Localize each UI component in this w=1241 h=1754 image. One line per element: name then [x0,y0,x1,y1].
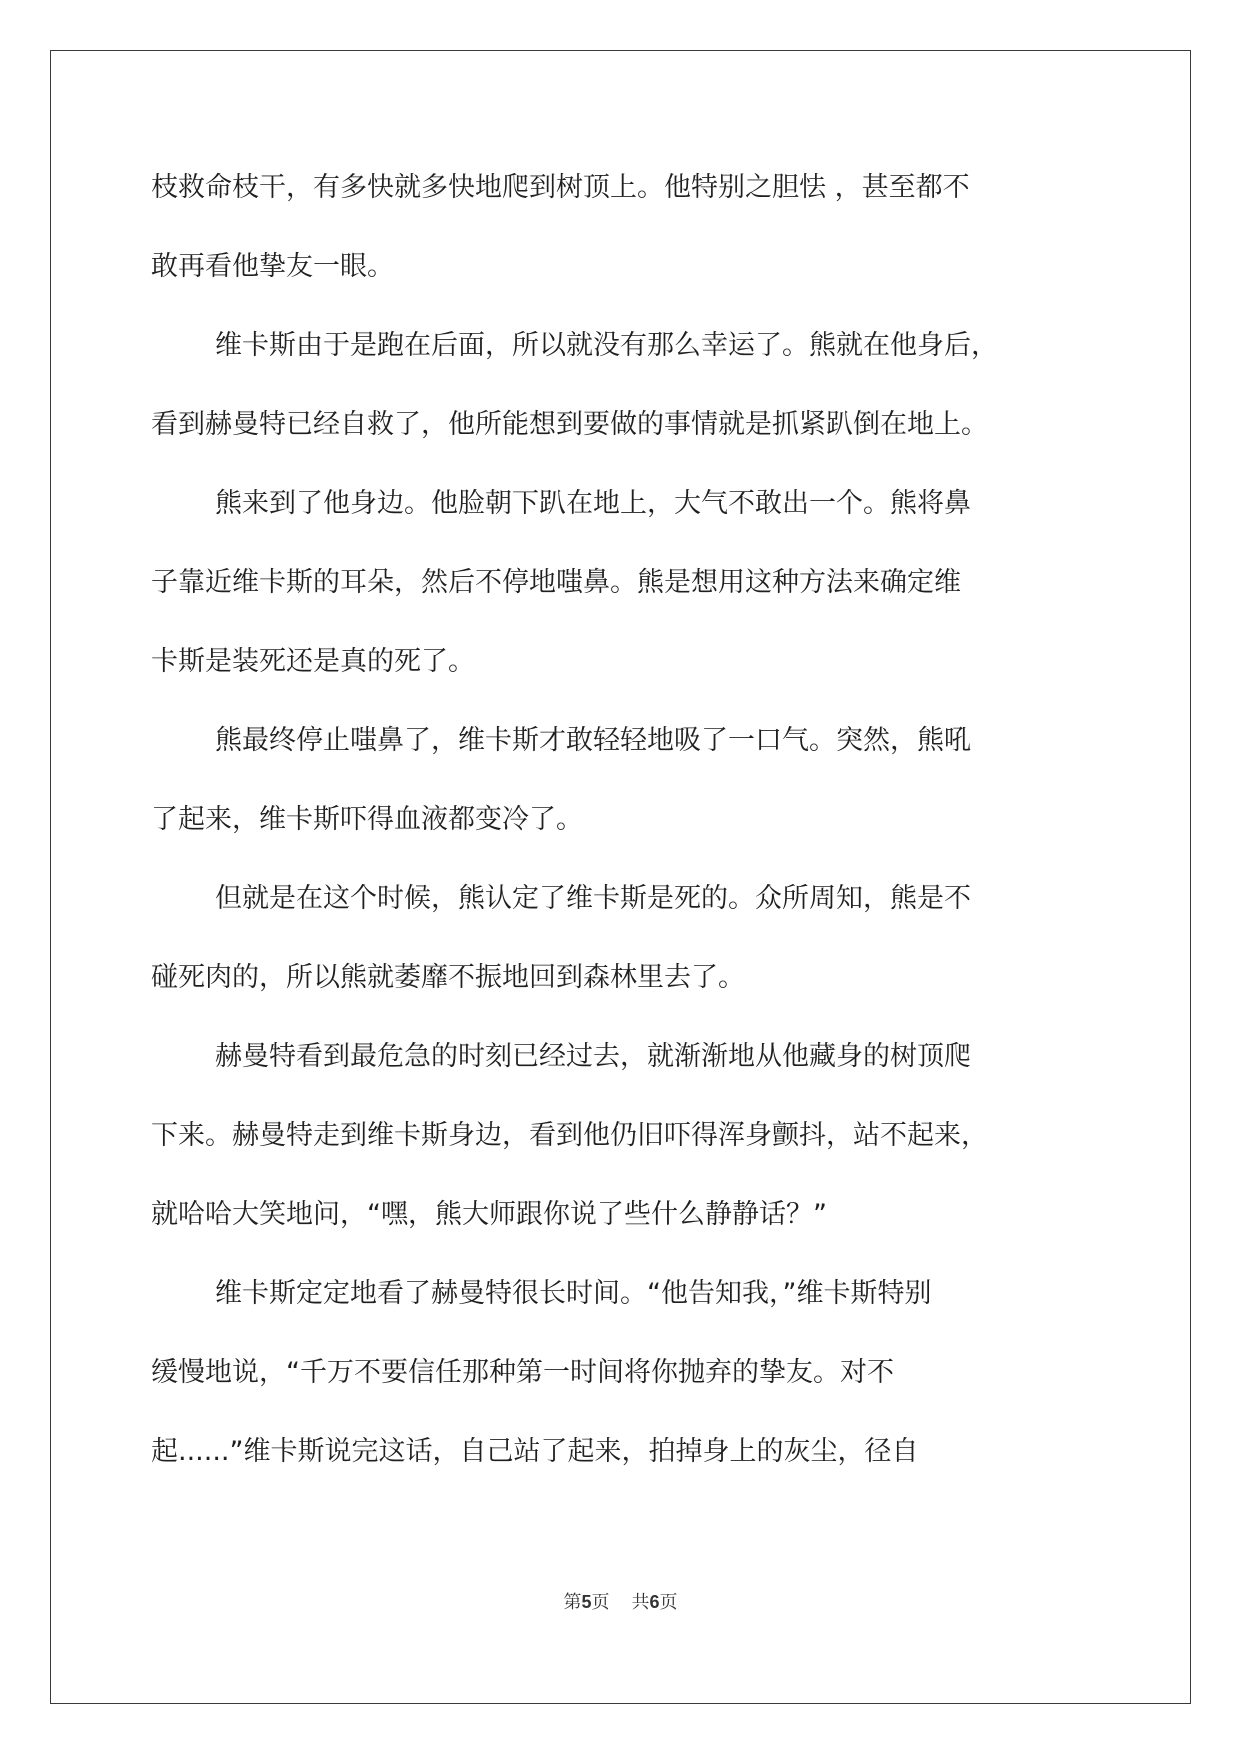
page-footer [0,1588,1241,1614]
text-line: 了起来，维卡斯吓得血液都变冷了。 [151,804,583,835]
document-body [151,158,1091,1501]
text-line: 卡斯是装死还是真的死了。 [151,646,475,677]
footer-total-prefix: 共 [631,1592,650,1613]
text-line: 碰死肉的，所以熊就萎靡不振地回到森林里去了。 [151,962,745,993]
total-page-number: 6 [649,1592,660,1612]
text-line: 子靠近维卡斯的耳朵，然后不停地嗤鼻。熊是想用这种方法来确定维 [151,567,961,598]
footer-page-word: 页 [591,1592,610,1613]
current-page-number: 5 [581,1592,592,1612]
paragraph-start-line: 熊来到了他身边。他脸朝下趴在地上，大气不敢出一个。熊将鼻 [215,488,971,519]
text-line: 下来。赫曼特走到维卡斯身边，看到他仍旧吓得浑身颤抖，站不起来， [151,1120,988,1151]
text-line: 缓慢地说，“千万不要信任那种第一时间将你抛弃的挚友。对不 [151,1357,894,1388]
paragraph-start-line: 维卡斯由于是跑在后面，所以就没有那么幸运了。熊就在他身后， [215,330,998,361]
paragraph-start-line: 熊最终停止嗤鼻了，维卡斯才敢轻轻地吸了一口气。突然，熊吼 [215,725,971,756]
paragraph-start-line: 维卡斯定定地看了赫曼特很长时间。“他告知我，”维卡斯特别 [215,1278,932,1309]
paragraph-start-line: 赫曼特看到最危急的时刻已经过去，就渐渐地从他藏身的树顶爬 [215,1041,971,1072]
paragraph-start-line: 但就是在这个时候，熊认定了维卡斯是死的。众所周知，熊是不 [215,883,971,914]
text-line: 起......”维卡斯说完这话，自己站了起来，拍掉身上的灰尘，径自 [151,1436,919,1467]
text-line: 枝救命枝干，有多快就多快地爬到树顶上。他特别之胆怯 ，甚至都不 [151,172,970,203]
footer-prefix: 第 [563,1592,582,1613]
text-line: 敢再看他挚友一眼。 [151,251,394,282]
text-line: 就哈哈大笑地问，“嘿，熊大师跟你说了些什么静静话？” [151,1199,827,1230]
text-line: 看到赫曼特已经自救了，他所能想到要做的事情就是抓紧趴倒在地上。 [151,409,988,440]
footer-total-suffix: 页 [659,1592,678,1613]
